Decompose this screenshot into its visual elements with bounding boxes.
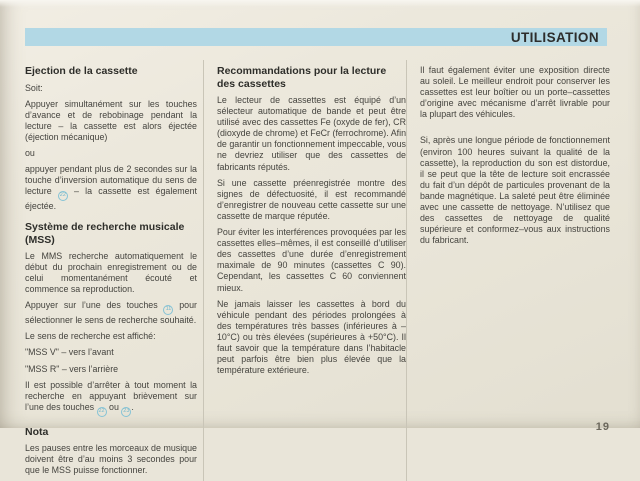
- paragraph: [25, 380, 197, 417]
- paragraph-text: appuyer pendant plus de 2 secondes sur la touche d’inversion automatique du sens de lecture: [25, 164, 197, 197]
- paragraph-text: Il est possible d’arrêter à tout moment la recherche en appuyant brièvement sur l’une des touches: [25, 379, 197, 412]
- paragraph: ou: [25, 147, 35, 158]
- paragraph-text: ou: [106, 401, 122, 412]
- paragraph: Les pauses entre les morceaux de musique doivent être d’au moins 3 secondes pour que le MSS puisse fonctionner.: [25, 443, 197, 476]
- paragraph: Le sens de recherche est affiché:: [25, 331, 156, 342]
- section-heading-recommandations: Recommandations pour la lecture des cassettes: [217, 65, 387, 90]
- ref-badge-22: 22: [97, 407, 107, 417]
- paragraph: Soit:: [25, 82, 43, 93]
- paragraph-text: .: [131, 401, 134, 412]
- paragraph: "MSS R" – vers l’arrière: [25, 363, 119, 374]
- section-heading-nota: Nota: [25, 425, 49, 438]
- ref-badge-22: 22: [58, 191, 68, 201]
- column-recommandations: [203, 60, 406, 481]
- ref-badge-11: 11: [163, 305, 173, 315]
- scan-edge-highlight: [0, 0, 640, 7]
- paragraph-text: Appuyer sur l’une des touches: [25, 300, 164, 311]
- paragraph-text: – la cassette est également éjectée.: [25, 186, 197, 211]
- paragraph: Appuyer simultanément sur les touches d’avance et de rebobinage pendant la lecture – la cassette est alors éjectée (éjection mécanique): [25, 98, 197, 142]
- paragraph: Le lecteur de cassettes est équipé d’un sélecteur automatique de bande et peut être utilisé avec des cassettes Fe (oxyde de fer), CR (dioxyde de chrome) et FeCr (ferrochrome). Afin de garantir un fonctionnement impeccable, vous ne devriez utiliser que des cassettes de fabricants réputés.: [217, 95, 406, 172]
- paragraph: Si, après une longue période de fonctionnement (environ 100 heures suivant la qualité de la cassette), la reproduction du son est distordue, il se peut que la tête de lecture soit encrassée du fait d’un dépôt de particules provenant de la bande magnétique. La saleté peut être éliminée avec une cassette de nettoyage. N’utilisez que des cassettes de nettoyage de qualité supérieure et conformez–vous aux instructions du fabricant.: [420, 135, 610, 246]
- paragraph: Si une cassette préenregistrée montre des signes de défectuosité, il est recommandé d’enregistrer de nouveau cette cassette sur une cassette de marque réputée.: [217, 177, 406, 221]
- paragraph: "MSS V" – vers l’avant: [25, 347, 114, 358]
- section-heading-mss: Système de recherche musicale (MSS): [25, 221, 185, 246]
- ref-badge-23: 23: [121, 407, 131, 417]
- text-columns: [25, 60, 610, 476]
- paragraph: Il faut également éviter une exposition directe au soleil. Le meilleur endroit pour conserver les cassettes est leur boîtier ou un porte–cassettes d’origine avec mécanisme d’arrêt livrable pour la plupart des véhicules.: [420, 65, 610, 120]
- paragraph: [25, 164, 197, 212]
- column-entretien: [406, 60, 610, 481]
- paragraph: Le MMS recherche automatiquement le début du prochain enregistrement ou de celui momentanément écouté et commence sa reproduction.: [25, 251, 197, 295]
- paragraph: [25, 300, 197, 326]
- paragraph: Pour éviter les interférences provoquées par les cassettes elles–mêmes, il est conseillé d’utiliser des cassettes d’une durée d’enregistrement maximale de 90 minutes (cassettes C 90). Cependant, les cassettes C 60 conviennent mieux.: [217, 227, 406, 293]
- page-title: UTILISATION: [510, 29, 599, 45]
- page-number: 19: [595, 421, 610, 433]
- paragraph: Ne jamais laisser les cassettes à bord du véhicule pendant des périodes prolongées à des températures très basses (inférieures à –10°C) ou très élevées (supérieures à +50°C). Il faut savoir que la température dans l’habitacle peut parfois être bien plus élevée que la température extérieure.: [217, 298, 406, 376]
- paragraph-text: pour sélectionner le sens de recherche souhaité.: [25, 300, 197, 326]
- column-ejection: [25, 60, 203, 481]
- section-heading-ejection: Ejection de la cassette: [25, 65, 138, 77]
- header-bar: [25, 28, 607, 46]
